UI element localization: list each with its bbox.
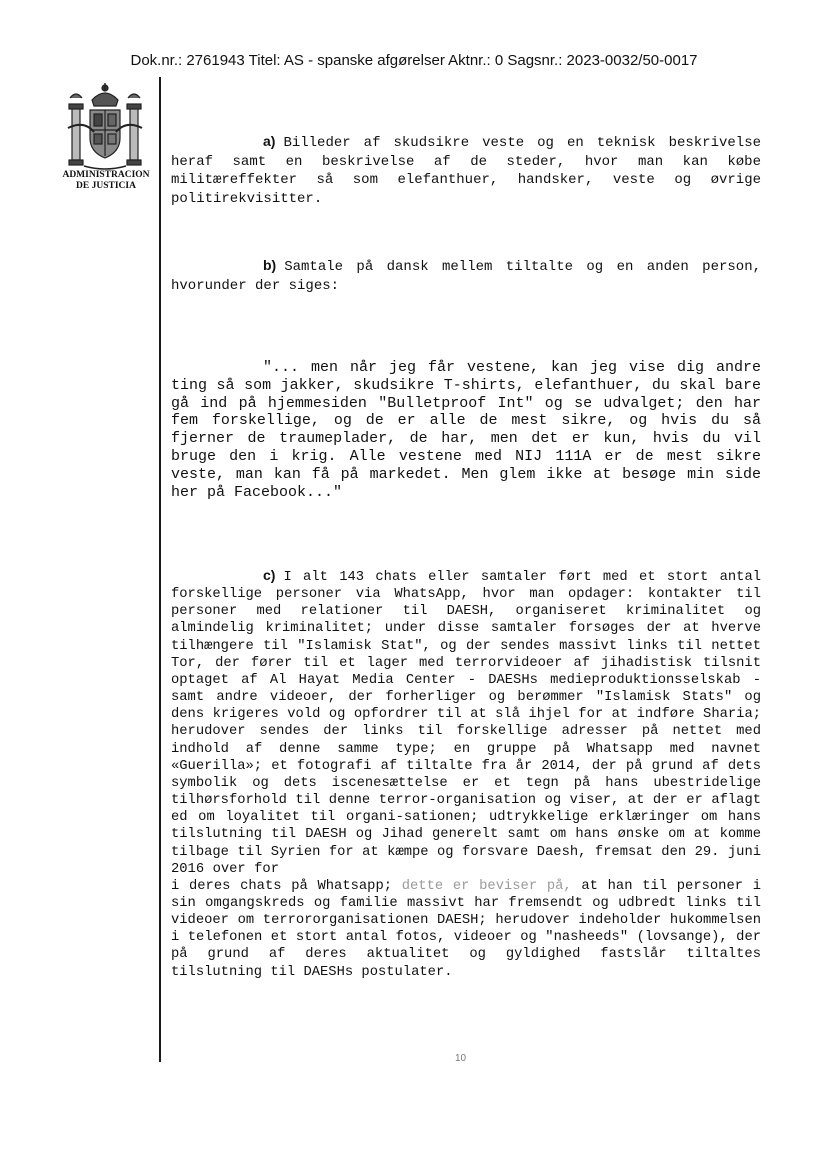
organization-name-line2: DE JUSTICIA — [76, 181, 136, 191]
document-header: Dok.nr.: 2761943 Titel: AS - spanske afgørelser Aktnr.: 0 Sagsnr.: 2023-0032/50-0017 — [130, 52, 698, 69]
page-number: 10 — [455, 1053, 467, 1064]
organization-name-line1: ADMINISTRACION — [62, 170, 150, 180]
margin-rule — [159, 77, 161, 1062]
quoted-conversation-text: "... men når jeg får vestene, kan jeg vise dig andre ting så som jakker, skudsikre T-shirts, elefanthuer, du skal bare gå ind på hjemmesiden "Bulletproof Int" og se udvalget; den har fem forskellige, og de er alle de mest sikre, og hvis du så fjerner de traumeplader, de har, men det er kun, hvis du vil bruge den i krig. Alle vestene med NIJ 111A er de mest sikre veste, man kan få på markedet. Men glem ikke at besøge min side her på Facebook..." — [171, 359, 761, 501]
coat-of-arms-icon — [64, 80, 146, 172]
paragraph-c-text-mid: i deres chats på Whatsapp; — [171, 878, 393, 894]
quoted-conversation — [171, 359, 761, 501]
paragraph-b-label: b) — [263, 257, 277, 273]
paragraph-c — [171, 567, 761, 981]
redacted-text-1 — [287, 862, 761, 877]
paragraph-a — [171, 132, 761, 208]
paragraph-c-text: I alt 143 chats eller samtaler ført med et stort antal forskellige personer via WhatsApp, hvor man opdager: kontakter til personer med relationer til DAESH, organiseret kriminalitet og almindelig kriminalitet; under disse samtaler forsøges der at hverve tilhængere til "Islamisk Stat", og der sendes massivt links til nettet Tor, der fører til et lager med terrorvideoer af jihadistisk tilsnit optaget af Al Hayat Media Center - DAESHs medieproduktionsselskab - samt andre videoer, der forherliger og berømmer "Islamisk Stats" og dens krigeres vold og opfordrer til at slå ihjel for at indføre Sharia; herudover sendes der links til forskellige adresser på nettet med indhold af denne samme type; en gruppe på Whatsapp med navnet «Guerilla»; et fotografi af tiltalte fra år 2014, der på grund af dets symbolik og dets iscenesættelse er et tegn på hans ubestridelige tilhørsforhold til denne terror-organisation og viser, at der er aflagt ed om loyalitet til organi-sationen; udtrykkelige erklæringer om hans tilslutning til DAESH og Jihad generelt samt om hans ønske om at komme tilbage til Syrien for at kæmpe og forsvare Daesh, fremsat den 29. juni 2016 over for — [171, 570, 761, 877]
paragraph-c-text-after: at han til personer i sin omgangskreds og familie massivt har fremsendt og udbredt links til videoer om terrororganisationen DAESH; herudover indeholder hukommelsen i telefonen et stort antal fotos, videoer og "nasheeds" (lovsange), der på grund af deres aktualitet og gyldighed fastslår tiltaltes tilslutning til DAESHs postulater. — [171, 878, 761, 980]
paragraph-c-label: c) — [263, 567, 276, 583]
redacted-text-2: dette er beviser på, — [401, 878, 572, 894]
organization-name — [58, 170, 154, 192]
paragraph-b — [171, 256, 761, 295]
paragraph-a-text: Billeder af skudsikre veste og en teknisk beskrivelse heraf samt en beskrivelse af de steder, hvor man kan købe militæreffekter så som elefanthuer, handsker, veste og øvrige politirekvisitter. — [171, 135, 761, 207]
paragraph-b-text: Samtale på dansk mellem tiltalte og en anden person, hvorunder der siges: — [171, 259, 761, 294]
paragraph-a-label: a) — [263, 133, 276, 149]
